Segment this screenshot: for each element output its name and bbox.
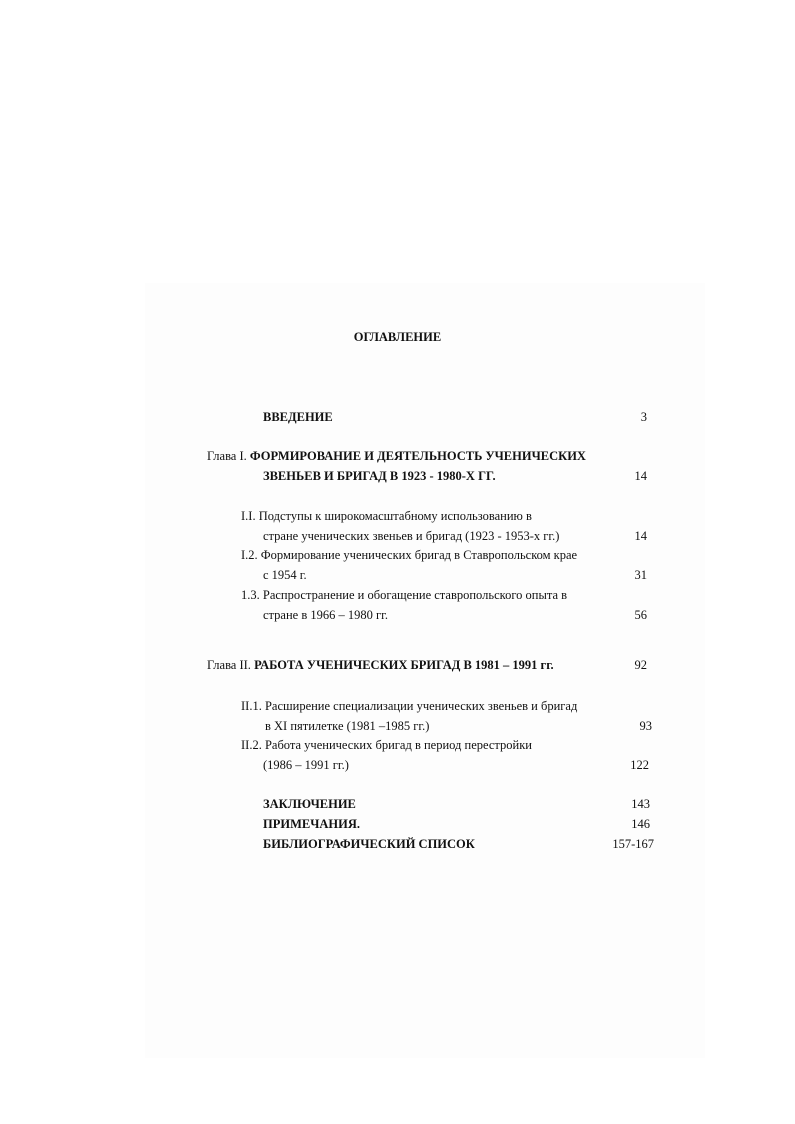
toc-section-2-1-page: 93 (639, 719, 652, 733)
toc-section-1-3-line1: 1.3. Распространение и обогащение ставропольского опыта в (241, 588, 568, 602)
toc-section-2-1-line2: в XI пятилетке (1981 –1985 гг.) (265, 719, 430, 733)
toc-bibliography-page: 157-167 (612, 837, 654, 851)
toc-chapter2-page: 92 (634, 658, 647, 672)
toc-section-2-2-page: 122 (630, 758, 649, 772)
toc-chapter1-heading (207, 448, 586, 464)
toc-notes-page: 146 (631, 817, 650, 831)
toc-chapter1-prefix: Глава I. (207, 449, 247, 463)
toc-section-1-3-line2: стране в 1966 – 1980 гг. (263, 608, 388, 622)
toc-chapter1-line1: ФОРМИРОВАНИЕ И ДЕЯТЕЛЬНОСТЬ УЧЕНИЧЕСКИХ (249, 449, 586, 463)
toc-section-1-2-line2: с 1954 г. (263, 568, 307, 582)
toc-chapter1-line2: ЗВЕНЬЕВ И БРИГАД В 1923 - 1980-Х ГГ. (263, 469, 496, 483)
toc-section-1-3-page: 56 (634, 608, 647, 622)
toc-intro-page: 3 (640, 410, 647, 424)
toc-conclusion-label: ЗАКЛЮЧЕНИЕ (263, 797, 356, 811)
toc-section-1-1-page: 14 (634, 529, 647, 543)
toc-section-2-2-line1: II.2. Работа ученических бригад в период перестройки (241, 738, 532, 752)
toc-chapter2-prefix: Глава II. (207, 658, 251, 672)
toc-section-1-1-line1: I.I. Подступы к широкомасштабному использованию в (241, 509, 532, 523)
toc-section-2-2-line2: (1986 – 1991 гг.) (263, 758, 349, 772)
toc-bibliography-label: БИБЛИОГРАФИЧЕСКИЙ СПИСОК (263, 837, 475, 851)
toc-chapter1-page: 14 (634, 469, 647, 483)
toc-section-1-2-page: 31 (634, 568, 647, 582)
toc-chapter2-heading (207, 657, 554, 673)
toc-section-1-2-line1: I.2. Формирование ученических бригад в Ставропольском крае (241, 548, 578, 562)
toc-section-1-1-line2: стране ученических звеньев и бригад (1923 - 1953-х гг.) (263, 529, 560, 543)
toc-section-2-1-line1: II.1. Расширение специализации ученических звеньев и бригад (241, 699, 578, 713)
toc-notes-label: ПРИМЕЧАНИЯ. (263, 817, 361, 831)
toc-intro-label: ВВЕДЕНИЕ (263, 410, 333, 424)
toc-chapter2-title: РАБОТА УЧЕНИЧЕСКИХ БРИГАД В 1981 – 1991 гг. (254, 658, 554, 672)
toc-title: ОГЛАВЛЕНИЕ (353, 330, 442, 344)
toc-conclusion-page: 143 (631, 797, 650, 811)
